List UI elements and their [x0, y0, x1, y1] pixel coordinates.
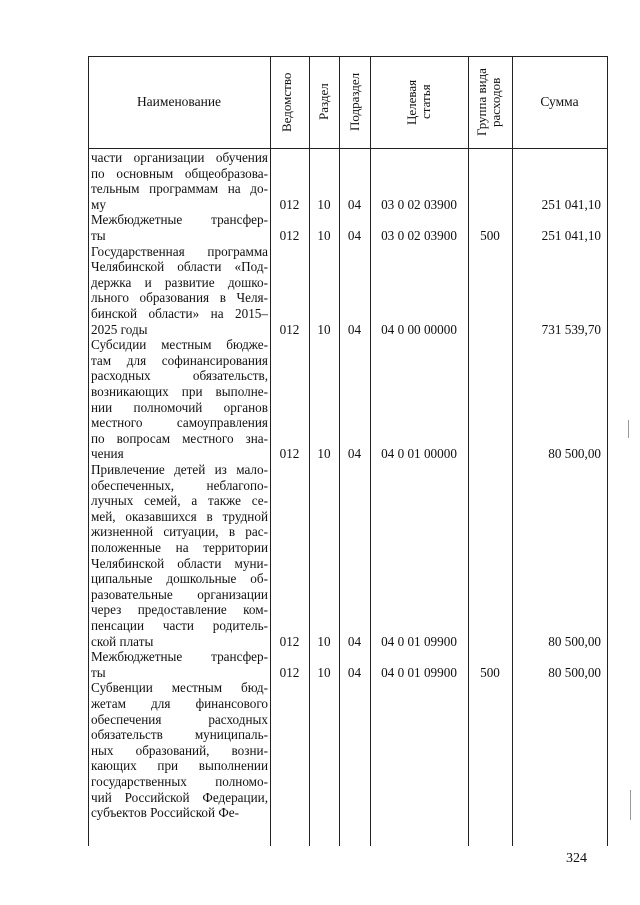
row-name-line: ской платы — [91, 633, 154, 649]
row-name-line: держка и развитие дошко- — [91, 274, 268, 290]
row-celevaya-statya: 04 0 01 09900 — [381, 664, 457, 680]
row-summa: 251 041,10 — [541, 228, 601, 243]
row-name-line: пенсации части родитель- — [91, 617, 268, 633]
row-summa: 80 500,00 — [548, 633, 601, 649]
row-name-line: ты — [91, 664, 106, 680]
row-podrazdel: 04 — [347, 196, 362, 212]
header-razdel: Раздел — [316, 83, 331, 121]
row-name-line: тельным программам на до- — [91, 181, 268, 197]
row-vedomstvo: 012 — [279, 446, 300, 462]
row-name — [91, 462, 268, 649]
row-celevaya-statya: 04 0 01 09900 — [381, 633, 457, 649]
row-name-line: Государственная программа — [91, 243, 268, 259]
row-name-line: субъектов Российской Фе- — [91, 805, 240, 821]
row-name — [91, 150, 268, 212]
row-name — [91, 649, 268, 680]
row-razdel: 10 — [317, 633, 331, 649]
row-name — [91, 680, 268, 820]
row-summa: 80 500,00 — [548, 664, 601, 680]
table-border-top — [88, 56, 607, 57]
row-name-line: положенные на территории — [91, 539, 268, 555]
row-name-line: возникающих при выполне- — [91, 383, 268, 399]
page-number: 324 — [566, 851, 587, 866]
row-name-line: расходных обязательств, — [91, 368, 268, 384]
row-name-line: Межбюджетные трансфер- — [91, 212, 268, 228]
row-name — [91, 212, 268, 243]
row-name-line: Межбюджетные трансфер- — [91, 649, 268, 665]
row-name-line: ципальные дошкольные об- — [91, 571, 268, 587]
row-vedomstvo: 012 — [279, 321, 300, 337]
row-name — [91, 244, 268, 338]
row-name-line: кающих при выполнении — [91, 758, 268, 774]
row-podrazdel: 04 — [347, 633, 362, 649]
row-podrazdel: 04 — [347, 321, 362, 337]
header-celevaya-statya: Целевая статья — [404, 79, 433, 125]
row-celevaya-statya: 04 0 00 00000 — [381, 321, 457, 337]
row-gruppa-vida-rashodov: 500 — [480, 228, 500, 243]
row-name-line: ных образований, возни- — [91, 742, 268, 758]
scan-mark — [630, 790, 631, 820]
table-border-right — [607, 56, 608, 846]
row-name-line: Челябинской области муни- — [91, 555, 268, 571]
row-podrazdel: 04 — [347, 664, 362, 680]
row-name-line: нии полномочий органов — [91, 399, 268, 415]
row-name-line: жизненной ситуации, в рас- — [91, 524, 268, 540]
row-gruppa-vida-rashodov: 500 — [480, 664, 500, 680]
row-name-line: государственных полномо- — [91, 773, 268, 789]
row-name-line: жетам для финансового — [91, 695, 268, 711]
row-name — [91, 337, 268, 462]
column-divider — [468, 56, 469, 846]
row-name-line: му — [91, 196, 106, 212]
row-name-line: обязательств муниципаль- — [91, 727, 268, 743]
table-border-left — [88, 56, 89, 846]
row-celevaya-statya: 04 0 01 00000 — [381, 446, 457, 462]
header-name: Наименование — [136, 94, 222, 109]
row-name-line: льного образования в Челя- — [91, 290, 268, 306]
header-gruppa-vida-rashodov: Группа вида расходов — [474, 68, 503, 136]
header-vedomstvo: Ведомство — [279, 72, 294, 132]
row-name-line: обеспеченных, неблагопо- — [91, 477, 268, 493]
row-podrazdel: 04 — [347, 228, 362, 243]
row-name-line: Челябинской области «Под- — [91, 259, 268, 275]
row-summa: 731 539,70 — [541, 321, 601, 337]
row-name-line: Субвенции местным бюд- — [91, 680, 268, 696]
row-name-line: мей, оказавшихся в трудной — [91, 508, 268, 524]
row-name-line: чий Российской Федерации, — [91, 789, 268, 805]
row-name-line: через предоставление ком- — [91, 602, 268, 618]
scan-mark — [628, 420, 629, 438]
row-razdel: 10 — [317, 196, 331, 212]
row-razdel: 10 — [317, 321, 331, 337]
row-name-line: Привлечение детей из мало- — [91, 462, 268, 477]
row-podrazdel: 04 — [347, 446, 362, 462]
row-vedomstvo: 012 — [279, 664, 300, 680]
row-name-line: бинской области» на 2015– — [91, 305, 268, 321]
row-name-line: ты — [91, 227, 106, 243]
row-name-line: части организации обучения — [91, 150, 268, 165]
row-vedomstvo: 012 — [279, 228, 300, 243]
row-name-line: обеспечения расходных — [91, 711, 268, 727]
header-podrazdel: Подраздел — [347, 72, 362, 132]
row-celevaya-statya: 03 0 02 03900 — [381, 228, 457, 243]
row-summa: 251 041,10 — [541, 196, 601, 212]
row-razdel: 10 — [317, 228, 331, 243]
row-name-line: разовательные организации — [91, 586, 268, 602]
row-name-line: по основным общеобразова- — [91, 165, 268, 181]
row-name-line: по вопросам местного зна- — [91, 430, 268, 446]
row-razdel: 10 — [317, 446, 331, 462]
row-name-line: чения — [91, 446, 124, 462]
header-summa: Сумма — [540, 94, 579, 109]
row-name-line: Субсидии местным бюдже- — [91, 337, 268, 353]
row-name-line: местного самоуправления — [91, 415, 268, 431]
row-name-line: там для софинансирования — [91, 352, 268, 368]
row-name-line: лучных семей, а также се- — [91, 493, 268, 509]
row-summa: 80 500,00 — [548, 446, 601, 462]
header-divider — [88, 148, 607, 149]
row-razdel: 10 — [317, 664, 331, 680]
row-vedomstvo: 012 — [279, 633, 300, 649]
row-name-line: 2025 годы — [91, 321, 148, 337]
row-vedomstvo: 012 — [279, 196, 300, 212]
row-celevaya-statya: 03 0 02 03900 — [381, 196, 457, 212]
